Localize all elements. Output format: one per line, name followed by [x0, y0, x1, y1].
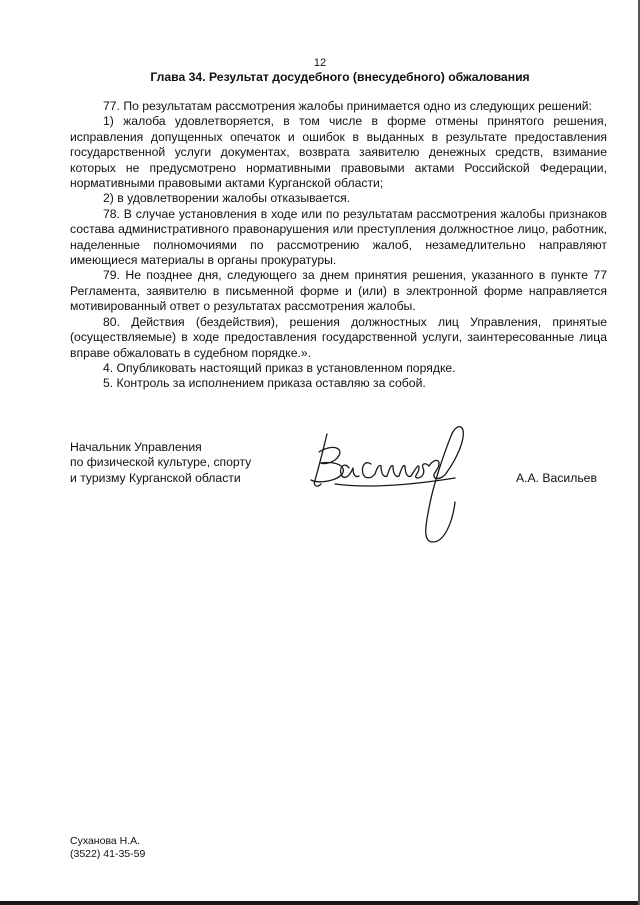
document-body [70, 99, 607, 392]
executor-phone: (3522) 41-35-59 [70, 847, 146, 860]
chapter-title: Глава 34. Результат досудебного (внесудебного) обжалования [150, 70, 530, 84]
paragraph-77-item-1: 1) жалоба удовлетворяется, в том числе в форме отмены принятого решения, исправления допущенных опечаток и ошибок в выданных в результате предоставления государственной услуги документах, возврата заявителю денежных средств, взимание которых не предусмотрено нормативными правовыми актами Российской Федерации, нормативными правовыми актами Курганской области; [70, 114, 607, 191]
paragraph-80: 80. Действия (бездействия), решения должностных лиц Управления, принятые (осуществляемые) в ходе предоставления государственной услуги, заинтересованные лица вправе обжаловать в судебном порядке.». [70, 314, 607, 360]
signatory-name: А.А. Васильев [516, 471, 597, 485]
executor-info [70, 835, 145, 860]
order-item-5: 5. Контроль за исполнением приказа оставляю за собой. [103, 376, 426, 391]
signatory-title-line: Начальник Управления [70, 440, 202, 454]
paragraph-77-item-2: 2) в удовлетворении жалобы отказывается. [103, 191, 351, 206]
paragraph-79: 79. Не позднее дня, следующего за днем принятия решения, указанного в пункте 77 Регламента, заявителю в письменной форме и (или) в электронной форме направляется мотивированный ответ о результатах рассмотрения жалобы. [70, 268, 607, 314]
page-number: 12 [313, 57, 327, 69]
paragraph-78: 78. В случае установления в ходе или по результатам рассмотрения жалобы признаков состава административного правонарушения или преступления должностное лицо, работник, наделенные полномочиями по рассмотрению жалоб, незамедлительно направляют имеющиеся материалы в органы прокуратуры. [70, 206, 607, 268]
paragraph-77: 77. По результатам рассмотрения жалобы принимается одно из следующих решений: [103, 99, 592, 113]
handwritten-signature [305, 422, 475, 544]
signatory-title [70, 440, 290, 486]
signatory-title-line: и туризму Курганской области [70, 470, 241, 485]
executor-name: Суханова Н.А. [70, 835, 141, 847]
order-item-4: 4. Опубликовать настоящий приказ в установленном порядке. [103, 360, 456, 375]
signatory-title-line: по физической культуре, спорту [70, 455, 252, 470]
scan-edge-bottom [0, 901, 640, 905]
